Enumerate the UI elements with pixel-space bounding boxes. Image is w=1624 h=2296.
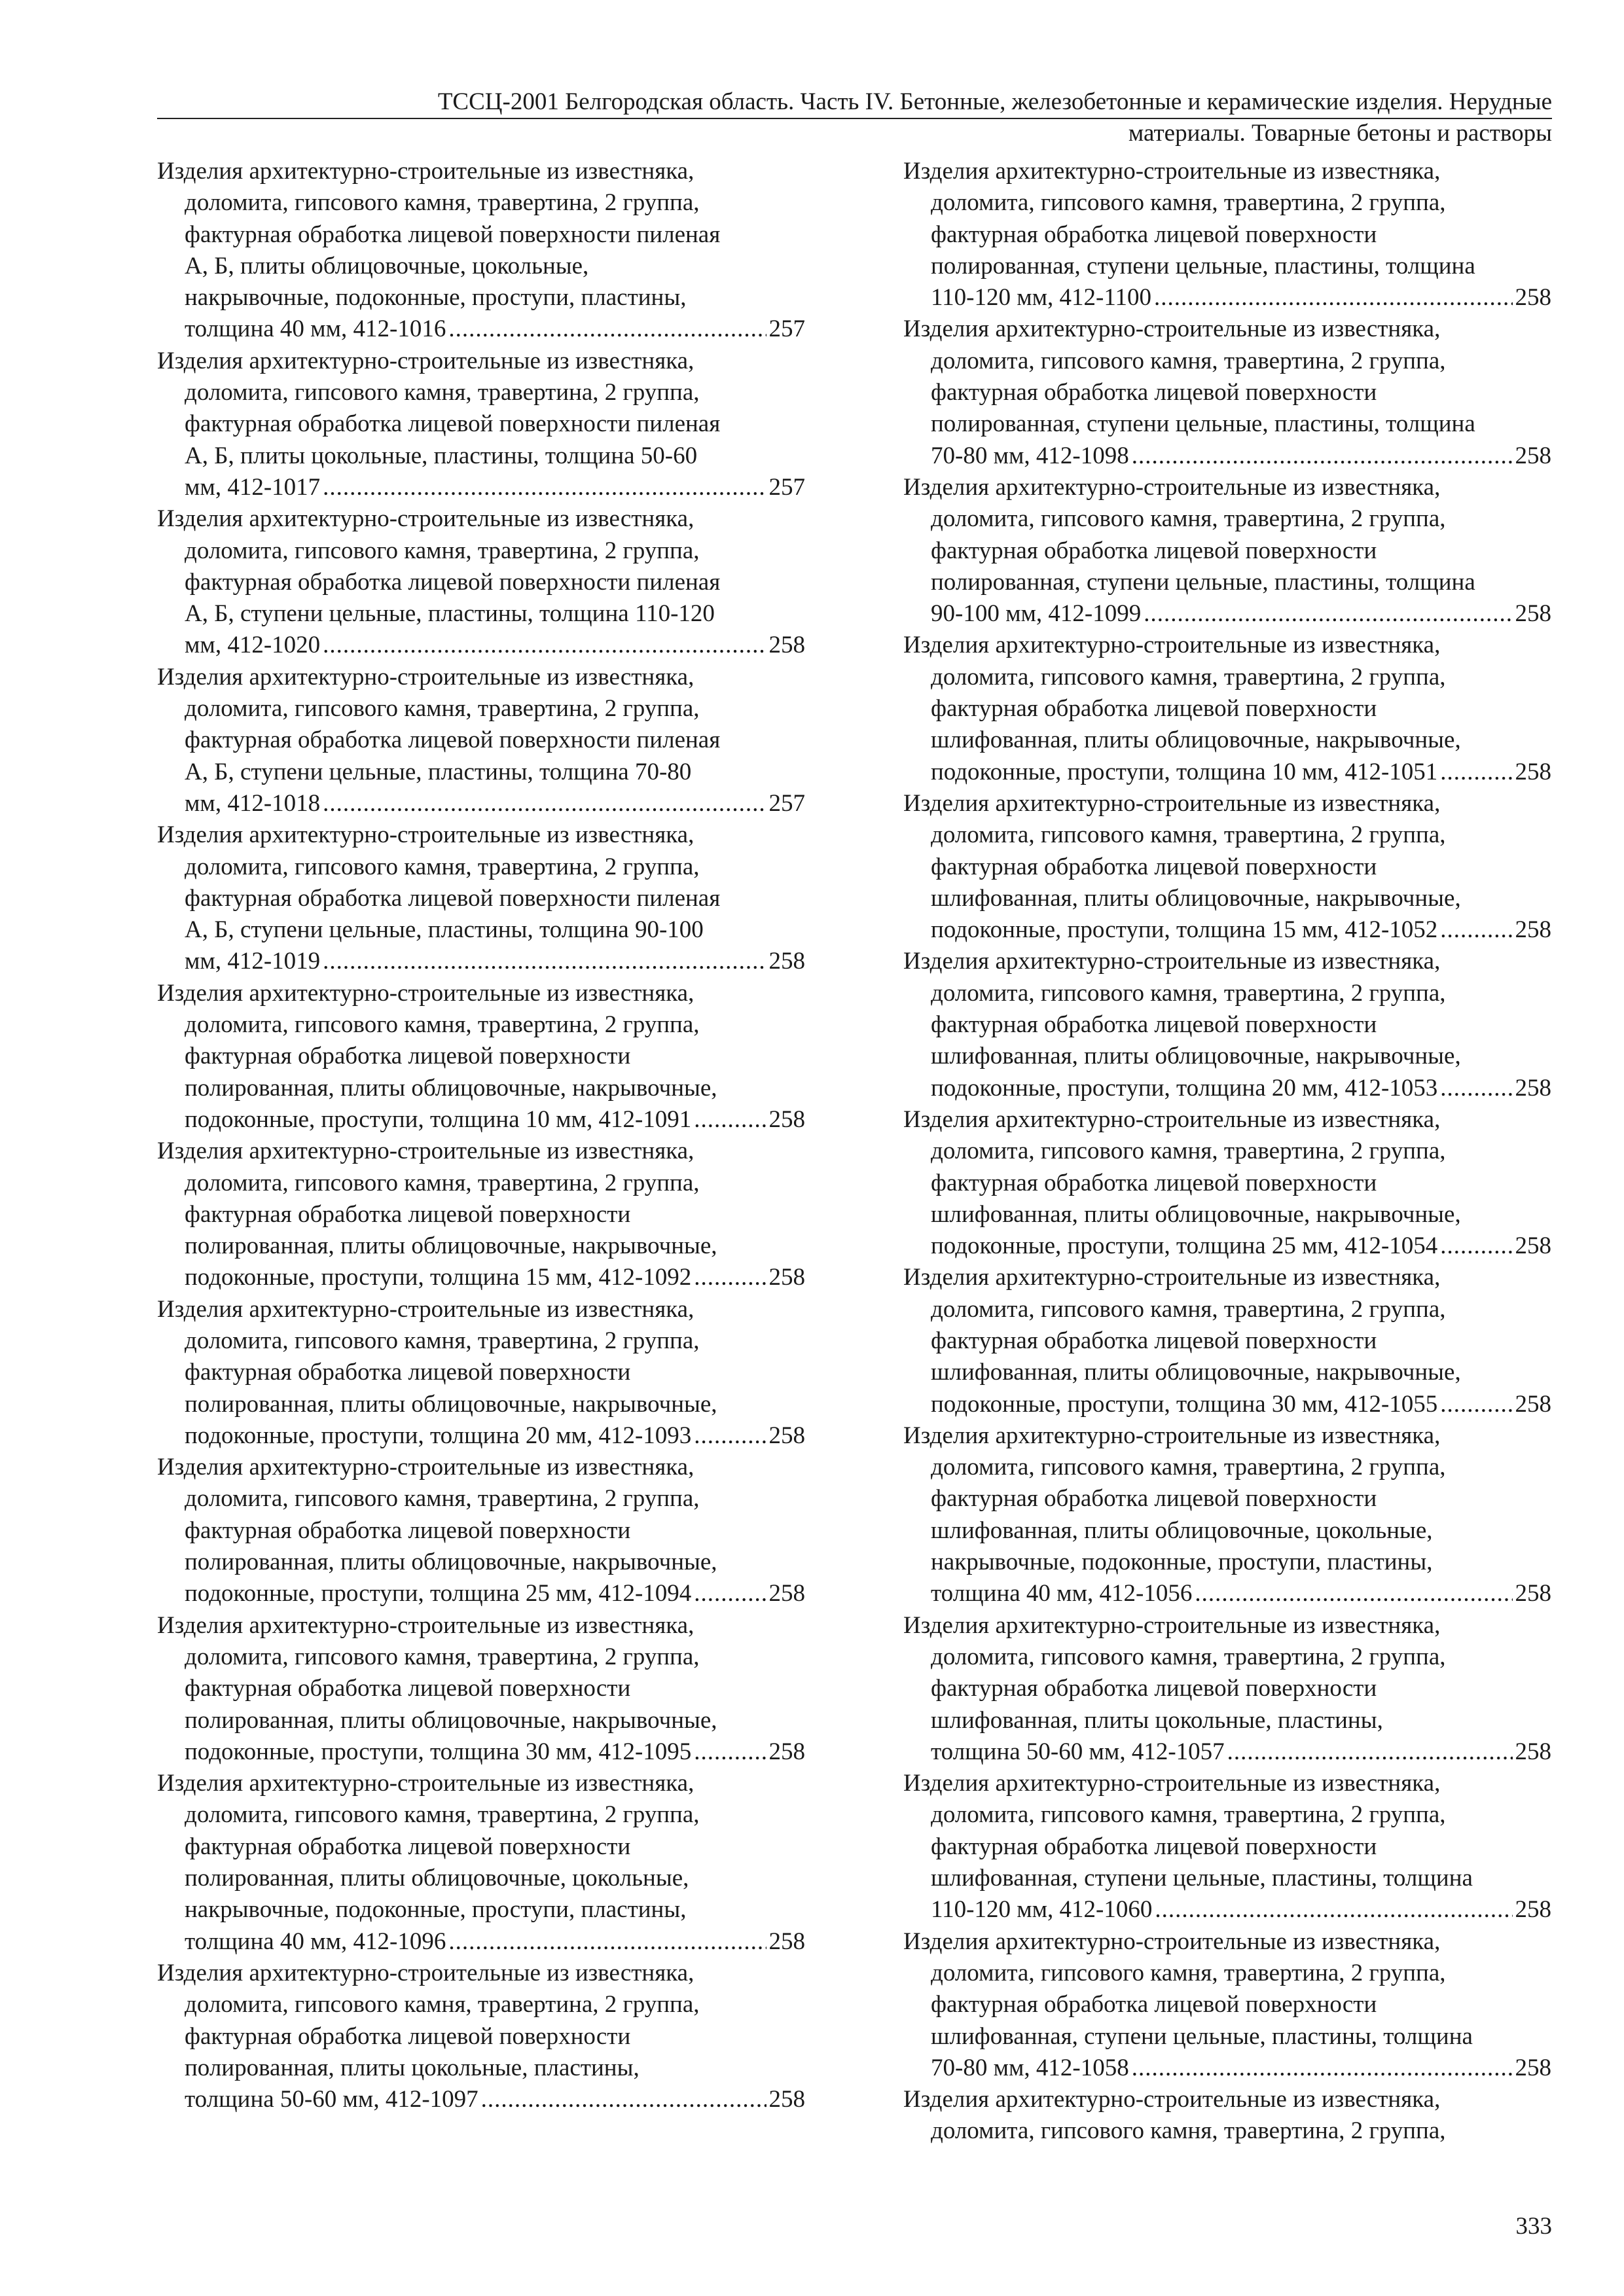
index-entry-page-ref: 258 xyxy=(1515,442,1551,469)
index-entry-page-ref: 257 xyxy=(768,315,805,343)
index-entry-line: фактурная обработка лицевой поверхности xyxy=(931,1169,1377,1196)
dot-leader xyxy=(1154,282,1513,314)
dot-leader xyxy=(1440,757,1512,788)
index-entry-leader-line xyxy=(157,630,805,661)
index-entry-line: фактурная обработка лицевой поверхности пиленая xyxy=(185,568,721,596)
index-entry-line: доломита, гипсового камня, травертина, 2 группа, xyxy=(185,1169,700,1196)
index-entry xyxy=(903,1420,1551,1610)
dot-leader xyxy=(1144,598,1512,630)
dot-leader xyxy=(1440,1389,1512,1420)
index-entry xyxy=(157,346,805,503)
index-entry-leader-line xyxy=(157,1104,805,1136)
index-entry-line: фактурная обработка лицевой поверхности xyxy=(931,853,1377,880)
index-entry-code: мм, 412-1020 xyxy=(185,632,321,659)
index-entry xyxy=(157,978,805,1136)
index-entry xyxy=(157,1958,805,2115)
index-entry-leader-line xyxy=(903,1073,1551,1104)
dot-leader xyxy=(323,946,766,977)
index-entry-page-ref: 258 xyxy=(768,1738,805,1765)
index-entry-line: фактурная обработка лицевой поверхности xyxy=(931,537,1377,564)
index-entry xyxy=(903,1610,1551,1768)
index-entry-line: А, Б, плиты цокольные, пластины, толщина 50-60 xyxy=(185,442,698,469)
index-entry-page-ref: 258 xyxy=(768,1928,805,1955)
index-entry-line: Изделия архитектурно-строительные из известняка, xyxy=(903,1105,1441,1133)
dot-leader xyxy=(1155,1894,1512,1926)
index-entry-line: накрывочные, подоконные, проступи, пластины, xyxy=(185,1896,687,1924)
index-entry-line: доломита, гипсового камня, травертина, 2 группа, xyxy=(185,379,700,406)
index-entry-line: полированная, плиты облицовочные, накрывочные, xyxy=(185,1074,717,1102)
index-entry xyxy=(157,662,805,819)
index-entry-line: Изделия архитектурно-строительные из известняка, xyxy=(157,979,695,1007)
index-entry-page-ref: 258 xyxy=(1515,1896,1551,1924)
header-title-line2: материалы. Товарные бетоны и растворы xyxy=(1128,120,1552,147)
dot-leader xyxy=(323,630,766,661)
dot-leader xyxy=(1440,1230,1512,1262)
header-title-line1: ТССЦ-2001 Белгородская область. Часть IV. Бетонные, железобетонные и керамические изделия. Нерудные xyxy=(437,88,1552,115)
page-header xyxy=(157,86,1552,149)
index-entry-code: подоконные, проступи, толщина 15 мм, 412-1092 xyxy=(185,1264,692,1291)
index-entry-page-ref: 258 xyxy=(768,1264,805,1291)
index-entry-page-ref: 258 xyxy=(1515,916,1551,944)
dot-leader xyxy=(1195,1578,1512,1609)
index-entry-leader-line xyxy=(157,1578,805,1609)
index-entry-code: подоконные, проступи, толщина 20 мм, 412-1053 xyxy=(931,1074,1438,1102)
index-entry-line: шлифованная, плиты облицовочные, накрывочные, xyxy=(931,1200,1461,1228)
index-entry-line: доломита, гипсового камня, травертина, 2 группа, xyxy=(931,1801,1446,1829)
index-entry-line: Изделия архитектурно-строительные из известняка, xyxy=(157,1770,695,1797)
index-entry-code: 90-100 мм, 412-1099 xyxy=(931,600,1142,628)
index-entry-line: шлифованная, плиты облицовочные, накрывочные, xyxy=(931,1359,1461,1386)
index-entry-leader-line xyxy=(903,1389,1551,1420)
index-entry-line: Изделия архитектурно-строительные из известняка, xyxy=(157,158,695,185)
index-entry-line: фактурная обработка лицевой поверхности xyxy=(931,1833,1377,1860)
index-entry-line: доломита, гипсового камня, травертина, 2 группа, xyxy=(185,189,700,217)
index-entry xyxy=(157,1768,805,1958)
index-entry xyxy=(157,1136,805,1293)
index-entry xyxy=(903,314,1551,471)
index-entry-line: Изделия архитектурно-строительные из известняка, xyxy=(903,948,1441,975)
index-entry-code: подоконные, проступи, толщина 10 мм, 412-1091 xyxy=(185,1105,692,1133)
index-entry-code: подоконные, проступи, толщина 25 мм, 412-1054 xyxy=(931,1232,1438,1260)
index-entry-line: шлифованная, плиты облицовочные, накрывочные, xyxy=(931,884,1461,912)
index-entry xyxy=(903,472,1551,630)
index-entry-line: фактурная обработка лицевой поверхности xyxy=(185,1200,631,1228)
index-entry-leader-line xyxy=(157,1262,805,1293)
index-entry-leader-line xyxy=(157,1736,805,1768)
index-entry-leader-line xyxy=(157,472,805,503)
dot-leader xyxy=(448,314,766,345)
index-entry-line: Изделия архитектурно-строительные из известняка, xyxy=(903,1264,1441,1291)
index-entry-line: фактурная обработка лицевой поверхности xyxy=(931,1011,1377,1039)
dot-leader xyxy=(323,788,766,819)
index-entry-line: шлифованная, ступени цельные, пластины, толщина xyxy=(931,1865,1473,1892)
index-entry-line: доломита, гипсового камня, травертина, 2 группа, xyxy=(185,537,700,564)
index-entry-page-ref: 258 xyxy=(1515,2054,1551,2081)
index-entry-line: фактурная обработка лицевой поверхности xyxy=(931,1675,1377,1702)
index-entry-line: Изделия архитектурно-строительные из известняка, xyxy=(157,821,695,849)
index-entry-code: толщина 40 мм, 412-1016 xyxy=(185,315,446,343)
index-entry-page-ref: 258 xyxy=(1515,284,1551,312)
index-entry-line: доломита, гипсового камня, травертина, 2 группа, xyxy=(185,1327,700,1354)
index-entry-line: доломита, гипсового камня, травертина, 2 группа, xyxy=(185,1643,700,1670)
index-entry xyxy=(157,1452,805,1609)
index-entry-page-ref: 258 xyxy=(1515,1390,1551,1418)
index-entry-line: полированная, ступени цельные, пластины, толщина xyxy=(931,252,1475,279)
index-entry-page-ref: 258 xyxy=(768,1105,805,1133)
index-entry-line: фактурная обработка лицевой поверхности xyxy=(931,695,1377,723)
index-entry-line: Изделия архитектурно-строительные из известняка, xyxy=(903,158,1441,185)
index-entry-code: толщина 40 мм, 412-1056 xyxy=(931,1580,1193,1607)
index-entry-leader-line xyxy=(157,788,805,819)
index-entry-leader-line xyxy=(903,757,1551,788)
dot-leader xyxy=(1440,1073,1512,1104)
index-entry-line: полированная, плиты облицовочные, накрывочные, xyxy=(185,1232,717,1260)
dot-leader xyxy=(1132,2053,1513,2084)
index-entry-line: доломита, гипсового камня, травертина, 2 группа, xyxy=(931,1454,1446,1481)
index-entry-code: подоконные, проступи, толщина 10 мм, 412-1051 xyxy=(931,758,1438,785)
index-entry-leader-line xyxy=(157,946,805,977)
dot-leader xyxy=(1440,914,1512,946)
index-entry-line: фактурная обработка лицевой поверхности пиленая xyxy=(185,221,721,248)
index-entry-line: доломита, гипсового камня, травертина, 2 группа, xyxy=(931,1959,1446,1986)
index-entry xyxy=(157,1294,805,1452)
index-entry-line: полированная, плиты облицовочные, цокольные, xyxy=(185,1865,689,1892)
index-entry xyxy=(157,819,805,977)
index-entry-page-ref: 258 xyxy=(768,2086,805,2113)
index-entry-code: 110-120 мм, 412-1100 xyxy=(931,284,1151,312)
index-entry-line: А, Б, ступени цельные, пластины, толщина 90-100 xyxy=(185,916,704,944)
index-entry-code: мм, 412-1019 xyxy=(185,948,321,975)
index-entry-page-ref: 258 xyxy=(768,1580,805,1607)
index-entry-line: фактурная обработка лицевой поверхности xyxy=(185,2022,631,2050)
index-entry-line: Изделия архитектурно-строительные из известняка, xyxy=(157,663,695,691)
index-entry-code: мм, 412-1017 xyxy=(185,473,321,501)
index-entry-line: А, Б, ступени цельные, пластины, толщина 110-120 xyxy=(185,600,715,628)
index-entry xyxy=(903,630,1551,787)
dot-leader xyxy=(1227,1736,1513,1768)
index-entry-page-ref: 258 xyxy=(1515,758,1551,785)
index-entry-line: Изделия архитектурно-строительные из известняка, xyxy=(903,2086,1441,2113)
index-entry-line: полированная, плиты облицовочные, накрывочные, xyxy=(185,1390,717,1418)
index-entry-line: доломита, гипсового камня, травертина, 2 группа, xyxy=(931,505,1446,533)
index-entry-code: 110-120 мм, 412-1060 xyxy=(931,1896,1153,1924)
index-entry-leader-line xyxy=(157,2084,805,2115)
index-entry-code: подоконные, проступи, толщина 30 мм, 412-1055 xyxy=(931,1390,1438,1418)
index-entry-leader-line xyxy=(157,1420,805,1452)
index-entry xyxy=(903,1262,1551,1420)
index-entry-line: шлифованная, плиты облицовочные, накрывочные, xyxy=(931,1043,1461,1070)
index-entry-leader-line xyxy=(903,2053,1551,2084)
index-entry-line: доломита, гипсового камня, травертина, 2 группа, xyxy=(185,1991,700,2018)
index-entry-line: фактурная обработка лицевой поверхности пиленая xyxy=(185,884,721,912)
index-entry-line: Изделия архитектурно-строительные из известняка, xyxy=(903,473,1441,501)
index-entry xyxy=(903,1926,1551,2084)
index-entry-code: подоконные, проступи, толщина 25 мм, 412-1094 xyxy=(185,1580,692,1607)
index-entry xyxy=(157,1610,805,1768)
index-entry-line: Изделия архитектурно-строительные из известняка, xyxy=(157,1611,695,1639)
index-entry-page-ref: 258 xyxy=(768,632,805,659)
index-entry-line: фактурная обработка лицевой поверхности xyxy=(185,1675,631,1702)
index-entry-line: Изделия архитектурно-строительные из известняка, xyxy=(903,1611,1441,1639)
index-entry-line: доломита, гипсового камня, травертина, 2 группа, xyxy=(185,1801,700,1829)
index-entry-line: Изделия архитектурно-строительные из известняка, xyxy=(903,1770,1441,1797)
index-entry-line: Изделия архитектурно-строительные из известняка, xyxy=(157,1959,695,1986)
index-entry-line: доломита, гипсового камня, травертина, 2 группа, xyxy=(185,695,700,723)
index-entry-page-ref: 258 xyxy=(1515,1074,1551,1102)
index-entry-page-ref: 258 xyxy=(768,1422,805,1449)
index-entry-page-ref: 258 xyxy=(1515,1232,1551,1260)
index-entry-line: А, Б, ступени цельные, пластины, толщина 70-80 xyxy=(185,758,692,785)
index-entry-line: доломита, гипсового камня, травертина, 2 группа, xyxy=(931,979,1446,1007)
index-entry-line: полированная, плиты цокольные, пластины, xyxy=(185,2054,640,2081)
index-entry-line: накрывочные, подоконные, проступи, пластины, xyxy=(185,284,687,312)
index-entry-leader-line xyxy=(903,914,1551,946)
index-entry-line: фактурная обработка лицевой поверхности xyxy=(185,1833,631,1860)
index-entry-line: фактурная обработка лицевой поверхности пиленая xyxy=(185,726,721,754)
index-entry-line: Изделия архитектурно-строительные из известняка, xyxy=(157,347,695,374)
index-entry-code: толщина 50-60 мм, 412-1097 xyxy=(185,2086,478,2113)
index-entry-line: шлифованная, плиты цокольные, пластины, xyxy=(931,1706,1383,1734)
index-entry-page-ref: 257 xyxy=(768,789,805,817)
index-entry-line: доломита, гипсового камня, травертина, 2 группа, xyxy=(185,1011,700,1039)
dot-leader xyxy=(694,1420,766,1452)
index-entry-line: полированная, ступени цельные, пластины, толщина xyxy=(931,410,1475,438)
index-entry xyxy=(157,156,805,346)
index-entry xyxy=(903,788,1551,946)
index-entry-line: фактурная обработка лицевой поверхности xyxy=(931,1485,1377,1513)
index-entry-leader-line xyxy=(157,1926,805,1958)
index-entry-line: шлифованная, ступени цельные, пластины, толщина xyxy=(931,2022,1473,2050)
header-rule xyxy=(157,118,1552,119)
index-entry-code: 70-80 мм, 412-1098 xyxy=(931,442,1129,469)
index-entry-code: толщина 50-60 мм, 412-1057 xyxy=(931,1738,1225,1765)
index-entry-line: фактурная обработка лицевой поверхности xyxy=(931,1991,1377,2018)
index-entry-code: подоконные, проступи, толщина 15 мм, 412-1052 xyxy=(931,916,1438,944)
index-entry-page-ref: 258 xyxy=(1515,600,1551,628)
index-entry-line: Изделия архитектурно-строительные из известняка, xyxy=(157,1138,695,1165)
index-entry-line: Изделия архитектурно-строительные из известняка, xyxy=(903,315,1441,343)
index-entry-page-ref: 258 xyxy=(1515,1580,1551,1607)
index-entry-code: толщина 40 мм, 412-1096 xyxy=(185,1928,446,1955)
index-entry-line: доломита, гипсового камня, травертина, 2 группа, xyxy=(185,853,700,880)
index-entry-line: доломита, гипсового камня, травертина, 2 группа, xyxy=(931,2117,1446,2145)
index-entry xyxy=(903,946,1551,1103)
dot-leader xyxy=(323,472,766,503)
index-entry-line: фактурная обработка лицевой поверхности пиленая xyxy=(185,410,721,438)
index-entry-line: доломита, гипсового камня, травертина, 2 группа, xyxy=(931,1138,1446,1165)
index-entry-line: доломита, гипсового камня, травертина, 2 группа, xyxy=(931,1643,1446,1670)
index-entry xyxy=(903,156,1551,314)
index-entry-line: доломита, гипсового камня, травертина, 2 группа, xyxy=(931,663,1446,691)
dot-leader xyxy=(448,1926,766,1958)
index-entry-line: Изделия архитектурно-строительные из известняка, xyxy=(157,505,695,533)
index-entry-line: Изделия архитектурно-строительные из известняка, xyxy=(903,1422,1441,1449)
index-entry-line: доломита, гипсового камня, травертина, 2 группа, xyxy=(931,347,1446,374)
index-entry-leader-line xyxy=(903,1894,1551,1926)
index-entry xyxy=(903,2084,1551,2147)
index-entry-leader-line xyxy=(903,282,1551,314)
dot-leader xyxy=(481,2084,767,2115)
index-entry-line: доломита, гипсового камня, травертина, 2 группа, xyxy=(931,1295,1446,1323)
index-column-right xyxy=(903,156,1551,2147)
index-entry-line: фактурная обработка лицевой поверхности xyxy=(185,1516,631,1544)
index-entry-leader-line xyxy=(903,1230,1551,1262)
index-entry-code: 70-80 мм, 412-1058 xyxy=(931,2054,1129,2081)
index-entry-code: мм, 412-1018 xyxy=(185,789,321,817)
index-entry-page-ref: 258 xyxy=(1515,1738,1551,1765)
index-entry-leader-line xyxy=(157,314,805,345)
index-entry-line: шлифованная, плиты облицовочные, накрывочные, xyxy=(931,726,1461,754)
dot-leader xyxy=(694,1104,766,1136)
index-entry-line: Изделия архитектурно-строительные из известняка, xyxy=(903,632,1441,659)
index-entry-line: доломита, гипсового камня, травертина, 2 группа, xyxy=(185,1485,700,1513)
index-entry-line: полированная, ступени цельные, пластины, толщина xyxy=(931,568,1475,596)
index-entry-page-ref: 258 xyxy=(768,948,805,975)
index-entry xyxy=(157,503,805,661)
index-entry xyxy=(903,1104,1551,1262)
dot-leader xyxy=(694,1736,766,1768)
index-entry xyxy=(903,1768,1551,1926)
dot-leader xyxy=(694,1578,766,1609)
dot-leader xyxy=(694,1262,766,1293)
index-entry-line: полированная, плиты облицовочные, накрывочные, xyxy=(185,1549,717,1576)
index-entry-page-ref: 257 xyxy=(768,473,805,501)
index-column-left xyxy=(157,156,805,2115)
index-entry-line: фактурная обработка лицевой поверхности xyxy=(931,1327,1377,1354)
index-entry-leader-line xyxy=(903,1578,1551,1609)
index-entry-line: накрывочные, подоконные, проступи, пластины, xyxy=(931,1549,1433,1576)
index-entry-line: доломита, гипсового камня, травертина, 2 группа, xyxy=(931,189,1446,217)
index-entry-leader-line xyxy=(903,598,1551,630)
index-entry-line: фактурная обработка лицевой поверхности xyxy=(931,379,1377,406)
index-entry-line: полированная, плиты облицовочные, накрывочные, xyxy=(185,1706,717,1734)
index-entry-leader-line xyxy=(903,440,1551,472)
index-entry-leader-line xyxy=(903,1736,1551,1768)
index-entry-line: фактурная обработка лицевой поверхности xyxy=(931,221,1377,248)
index-entry-line: Изделия архитектурно-строительные из известняка, xyxy=(903,789,1441,817)
page-number: 333 xyxy=(1515,2213,1552,2240)
index-entry-line: А, Б, плиты облицовочные, цокольные, xyxy=(185,252,589,279)
index-entry-line: Изделия архитектурно-строительные из известняка, xyxy=(157,1454,695,1481)
index-entry-line: шлифованная, плиты облицовочные, цокольные, xyxy=(931,1516,1433,1544)
index-entry-code: подоконные, проступи, толщина 20 мм, 412-1093 xyxy=(185,1422,692,1449)
index-entry-line: Изделия архитектурно-строительные из известняка, xyxy=(157,1295,695,1323)
index-entry-code: подоконные, проступи, толщина 30 мм, 412-1095 xyxy=(185,1738,692,1765)
index-entry-line: фактурная обработка лицевой поверхности xyxy=(185,1043,631,1070)
index-entry-line: фактурная обработка лицевой поверхности xyxy=(185,1359,631,1386)
index-entry-line: доломита, гипсового камня, травертина, 2 группа, xyxy=(931,821,1446,849)
index-entry-line: Изделия архитектурно-строительные из известняка, xyxy=(903,1928,1441,1955)
dot-leader xyxy=(1132,440,1513,472)
